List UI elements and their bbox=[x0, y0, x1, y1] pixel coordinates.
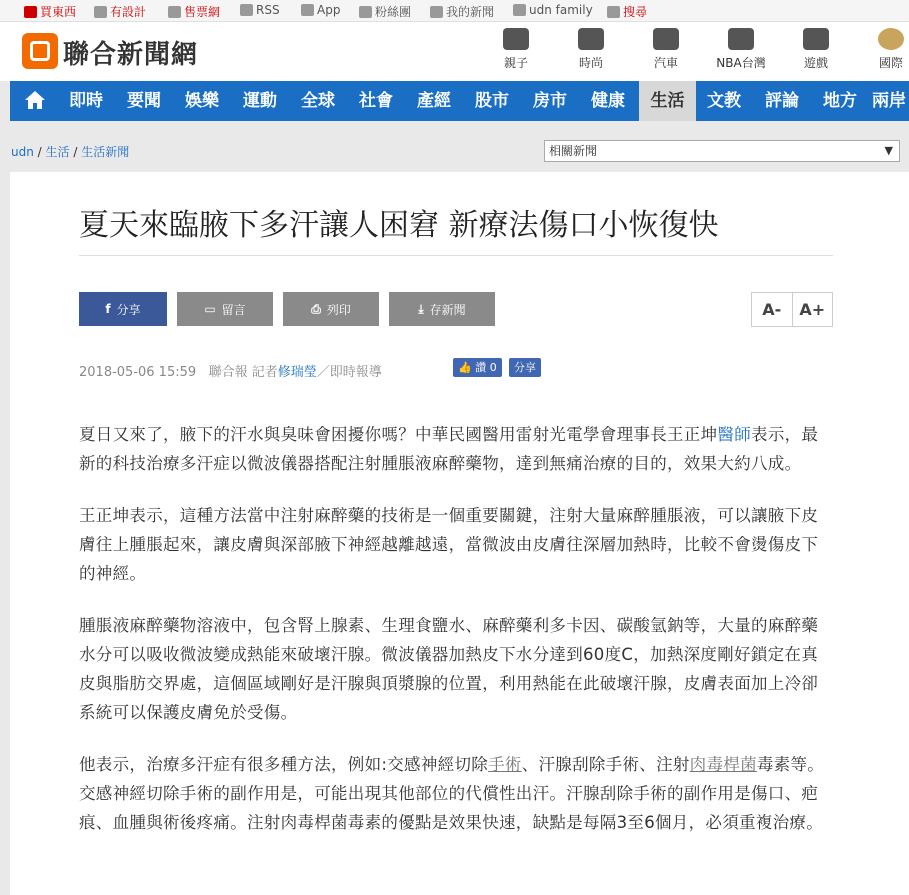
top-link-bar bbox=[0, 0, 909, 22]
channel-world[interactable]: 國際 bbox=[861, 28, 909, 71]
rss-icon bbox=[240, 4, 253, 16]
nav-item-life[interactable]: 生活 bbox=[639, 81, 696, 121]
font-decrease-button[interactable]: A- bbox=[752, 293, 793, 326]
family-icon bbox=[513, 4, 526, 16]
dropdown-arrow-icon: ▼ bbox=[884, 144, 893, 157]
channel-games[interactable]: 遊戲 bbox=[786, 28, 846, 71]
app-grid-icon bbox=[301, 4, 314, 16]
article-card bbox=[10, 172, 909, 895]
font-size-controls bbox=[751, 292, 833, 327]
nav-item-stocks[interactable]: 股市 bbox=[475, 91, 509, 111]
facebook-icon bbox=[359, 6, 372, 18]
nav-item-realestate[interactable]: 房市 bbox=[533, 91, 567, 111]
paragraph-text: 他表示，治療多汗症有很多種方法，例如:交感神經切除 bbox=[79, 755, 489, 774]
nav-item-entertainment[interactable]: 娛樂 bbox=[185, 91, 219, 111]
printer-icon: ⎙ bbox=[311, 301, 321, 316]
nav-item-health[interactable]: 健康 bbox=[591, 91, 625, 111]
nav-item-global[interactable]: 全球 bbox=[301, 91, 335, 111]
paragraph-text: 、汗腺刮除手術、注射 bbox=[521, 755, 690, 774]
fb-share-small-button[interactable]: 分享 bbox=[509, 358, 541, 377]
site-header bbox=[0, 22, 909, 81]
inline-keyword-link[interactable]: 肉毒桿菌 bbox=[689, 755, 757, 774]
download-icon: ⤓ bbox=[418, 301, 424, 316]
paragraph-text: 毒素等。交感神經切除手術的副作用是，可能出現其他部位的代償性出汗。汗腺刮除手術的副作用是傷口、疤痕、血腫與術後疼痛。注射肉毒桿菌毒素的優點是效果快速，缺點是每隔3至6個月，必須重複治療。 bbox=[79, 755, 825, 832]
breadcrumb: udn / 生活 / 生活新聞 bbox=[11, 145, 130, 159]
nav-item-business[interactable]: 產經 bbox=[417, 91, 451, 111]
breadcrumb-life[interactable]: 生活 bbox=[45, 145, 70, 159]
title-divider bbox=[79, 255, 833, 256]
article-date: 2018-05-06 15:59 bbox=[79, 365, 197, 380]
channel-auto[interactable]: 汽車 bbox=[636, 28, 696, 71]
site-logo-text[interactable]: 聯合新聞網 bbox=[63, 40, 199, 70]
related-news-select[interactable]: 相關新聞 ▼ bbox=[544, 140, 900, 162]
nav-item-education[interactable]: 文教 bbox=[707, 91, 741, 111]
nav-item-sports[interactable]: 運動 bbox=[243, 91, 277, 111]
print-button[interactable]: ⎙ 列印 bbox=[283, 292, 379, 326]
facebook-share-button[interactable]: f 分享 bbox=[79, 292, 167, 326]
channel-parenting[interactable]: 親子 bbox=[486, 28, 546, 71]
ticket-icon bbox=[168, 6, 181, 18]
globe-icon bbox=[878, 28, 904, 50]
paragraph-text: 腫脹液麻醉藥物溶液中，包含腎上腺素、生理食鹽水、麻醉藥利多卡因、碳酸氫鈉等，大量的麻醉藥水分可以吸收微波變成熱能來破壞汗腺。微波儀器加熱皮下水分達到60度C，加熱深度剛好鎖定在真皮與脂肪交界處，這個區域剛好是汗腺與頂漿腺的位置，利用熱能在此破壞汗腺，皮膚表面加上冷卻系統可以保護皮膚免於受傷。 bbox=[79, 616, 819, 722]
baby-icon bbox=[503, 28, 529, 50]
shop-icon bbox=[24, 6, 37, 18]
my-news-icon bbox=[430, 6, 443, 18]
save-news-button[interactable]: ⤓ 存新聞 bbox=[389, 292, 495, 326]
car-icon bbox=[653, 28, 679, 50]
paragraph-text: 表示，最新的科技治療多汗症以微波儀器搭配注射腫脹液麻醉藥物，達到無痛治療的目的，效果大約八成。 bbox=[79, 425, 819, 473]
topbar-link-udnfamily[interactable]: udn family bbox=[513, 3, 593, 17]
nav-item-local[interactable]: 地方 bbox=[823, 91, 857, 111]
home-icon[interactable] bbox=[24, 90, 46, 110]
thumbs-up-icon: 👍 bbox=[458, 361, 472, 374]
nav-item-society[interactable]: 社會 bbox=[359, 91, 393, 111]
comment-icon: ▭ bbox=[204, 302, 216, 316]
high-heel-icon bbox=[578, 28, 604, 50]
topbar-link-fans[interactable]: 粉絲團 bbox=[359, 3, 411, 20]
breadcrumb-life-news[interactable]: 生活新聞 bbox=[81, 145, 130, 159]
topbar-link-design[interactable]: 有設計 bbox=[94, 3, 146, 20]
article-paragraph bbox=[79, 420, 834, 478]
topbar-link-app[interactable]: App bbox=[301, 3, 340, 17]
nav-item-headlines[interactable]: 要聞 bbox=[127, 91, 161, 111]
search-icon bbox=[607, 6, 620, 18]
channel-fashion[interactable]: 時尚 bbox=[561, 28, 621, 71]
topbar-link-rss[interactable]: RSS bbox=[240, 3, 280, 17]
reporter-link[interactable]: 修瑞瑩 bbox=[277, 365, 317, 380]
topbar-link-mynews[interactable]: 我的新聞 bbox=[430, 3, 494, 20]
article-body bbox=[79, 420, 834, 860]
article-source: 聯合報 bbox=[208, 365, 248, 380]
inline-keyword-link[interactable]: 醫師 bbox=[717, 425, 752, 444]
main-nav bbox=[10, 81, 909, 121]
nav-item-cross-strait[interactable]: 兩岸 bbox=[872, 91, 906, 111]
paragraph-text: 王正坤表示，這種方法當中注射麻醉藥的技術是一個重要關鍵，注射大量麻醉腫脹液，可以讓腋下皮膚往上腫脹起來，讓皮膚與深部腋下神經越離越遠，當微波由皮膚往深層加熱時，比較不會燙傷皮下的神經。 bbox=[79, 506, 819, 583]
article-paragraph bbox=[79, 750, 834, 837]
article-paragraph bbox=[79, 501, 834, 588]
udn-logo-icon[interactable] bbox=[22, 33, 58, 69]
nav-item-breaking[interactable]: 即時 bbox=[69, 91, 103, 111]
channel-nba[interactable]: NBA台灣 bbox=[711, 28, 771, 71]
comment-button[interactable]: ▭ 留言 bbox=[177, 292, 273, 326]
nav-item-opinion[interactable]: 評論 bbox=[765, 91, 799, 111]
fb-like-button[interactable]: 👍 讚 0 bbox=[453, 358, 502, 377]
font-increase-button[interactable]: A+ bbox=[799, 300, 826, 319]
breadcrumb-home[interactable]: udn bbox=[11, 145, 34, 159]
topbar-link-tickets[interactable]: 售票網 bbox=[168, 3, 220, 20]
article-meta: 2018-05-06 15:59 聯合報 記者修瑞瑩／即時報導 bbox=[79, 365, 382, 380]
udesign-icon bbox=[94, 6, 107, 18]
paragraph-text: 夏日又來了，腋下的汗水與臭味會困擾你嗎？中華民國醫用雷射光電學會理事長王正坤 bbox=[79, 425, 718, 444]
inline-keyword-link[interactable]: 手術 bbox=[488, 755, 522, 774]
article-title: 夏天來臨腋下多汗讓人困窘 新療法傷口小恢復快 bbox=[79, 208, 719, 243]
gamepad-icon bbox=[803, 28, 829, 50]
facebook-icon: f bbox=[105, 302, 111, 316]
topbar-link-shop[interactable]: 買東西 bbox=[24, 3, 76, 20]
topbar-link-search[interactable]: 搜尋 bbox=[607, 3, 647, 20]
article-paragraph bbox=[79, 611, 834, 727]
nba-icon bbox=[728, 28, 754, 50]
